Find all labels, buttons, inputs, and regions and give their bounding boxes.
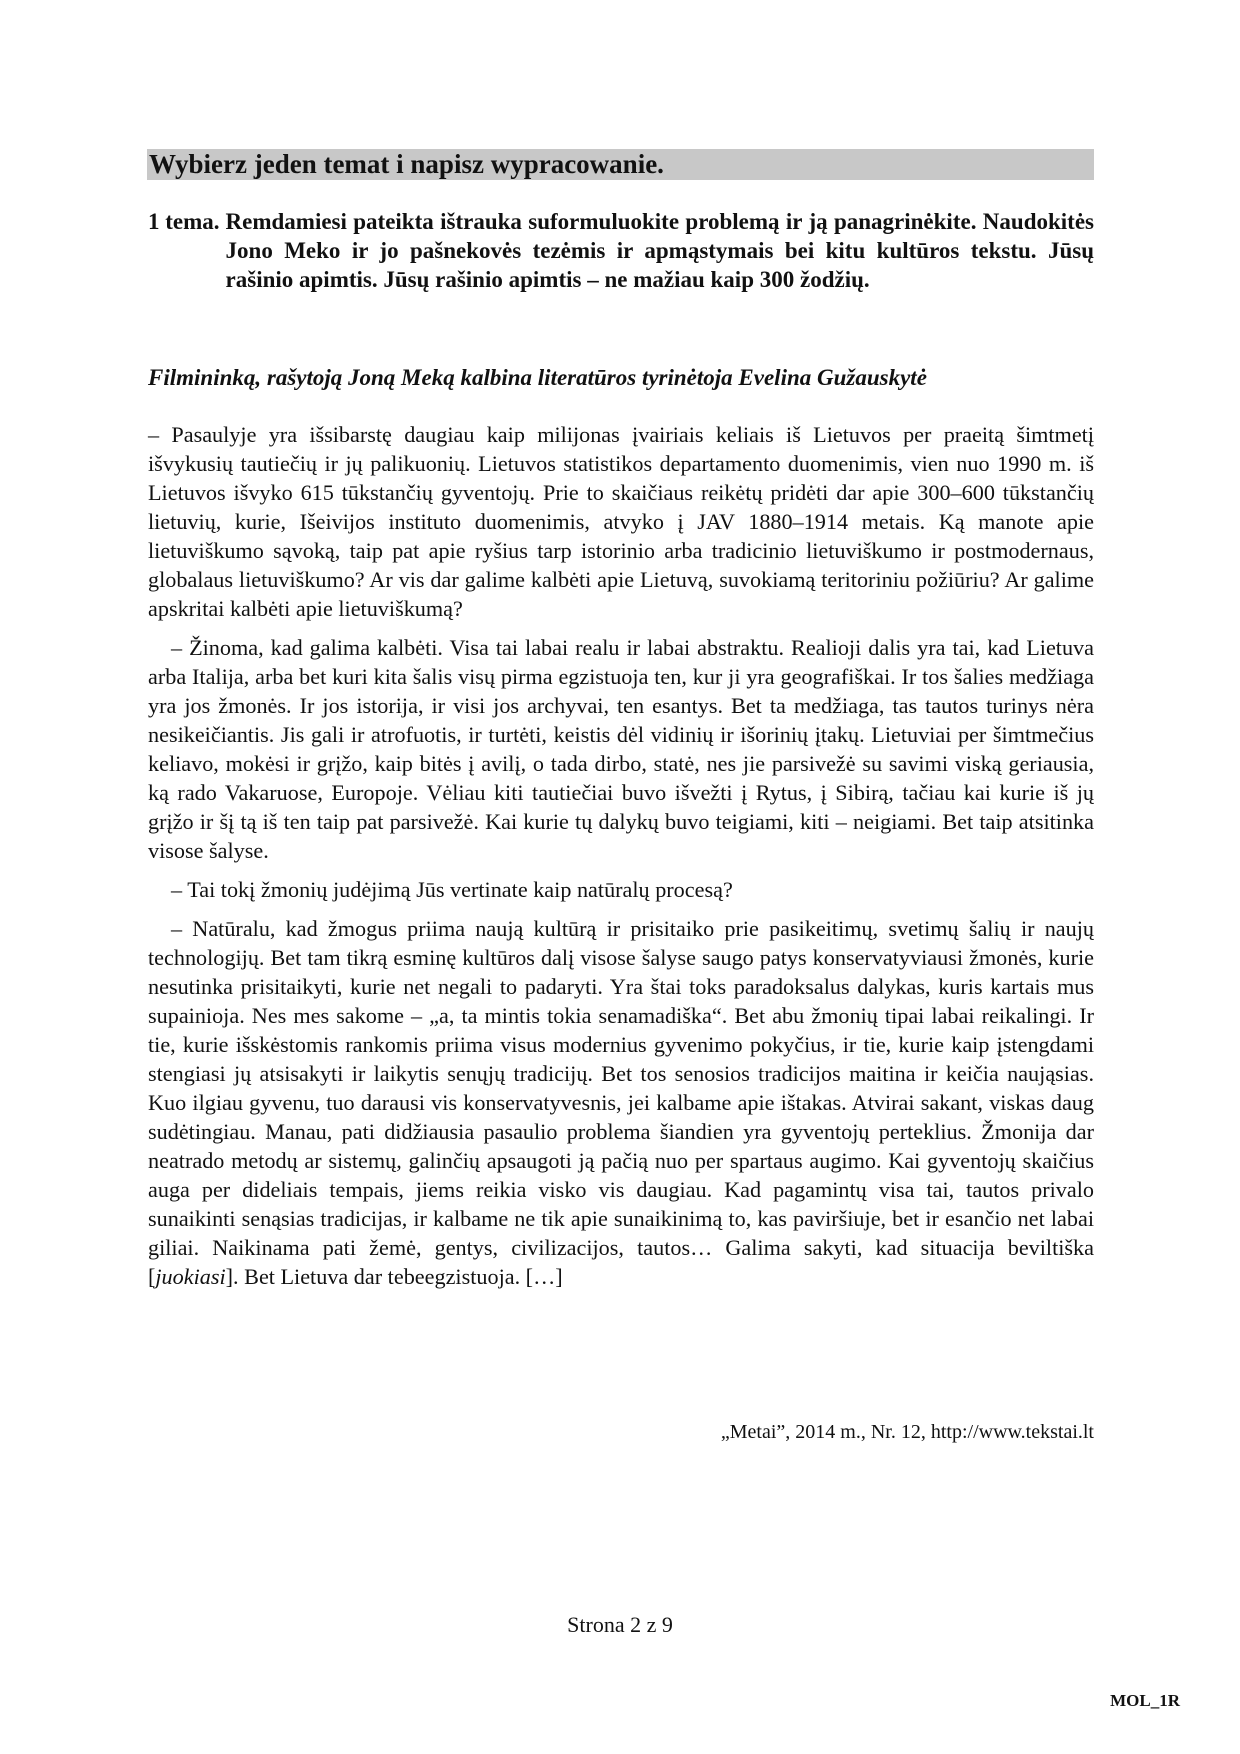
paragraph-question-2: – Tai tokį žmonių judėjimą Jūs vertinate kaip natūralų procesą?	[171, 877, 733, 902]
paragraph-answer-2-tail: ]. Bet Lietuva dar tebeegzistuoja. […]	[225, 1264, 563, 1289]
paragraph-answer-2	[148, 914, 1094, 1291]
page-number: Strona 2 z 9	[567, 1612, 673, 1637]
paragraph-answer-2-text: – Natūralu, kad žmogus priima naują kultūrą ir prisitaiko prie pasikeitimų, svetimų šalių ir naujų technologijų. Bet tam tikrą esminę kultūros dalį visose šalyse saugo patys konservatyviausi žmonės, kurie nesutinka prisitaikyti, kurie net negali to padaryti. Yra štai toks paradoksalus dalykas, kuris kartais mus supainioja. Nes mes sakome – „a, ta mintis tokia senamadiška“. Bet abu žmonių tipai labai reikalingi. Ir tie, kurie išskėstomis rankomis priima visus modernius gyvenimo pokyčius, ir tie, kurie kaip įstengdami stengiasi jų atsisakyti ir laikytis senųjų tradicijų. Bet tos senosios tradicijos maitina ir keičia naująsias. Kuo ilgiau gyvenu, tuo darausi vis konservatyvesnis, jei kalbame apie ištakas. Atvirai sakant, viskas daug sudėtingiau. Manau, pati didžiausia pasaulio problema šiandien yra gyventojų perteklius. Žmonija dar neatrado metodų ar sistemų, galinčių apsaugoti ją pačią nuo per spartaus augimo. Kai gyventojų skaičius auga per dideliais tempais, jiems reikia visko vis daugiau. Kad pagamintų visa tai, tautos privalo sunaikinti senąsias tradicijas, ir kalbame ne tik apie sunaikinimą to, kas paviršiuje, bet ir esančio net labai giliai. Naikinama pati žemė, gentys, civilizacijos, tautos… Galima sakyti, kad situacija beviltiška [	[148, 916, 1094, 1289]
interview-text	[148, 420, 1094, 1301]
interview-subtitle: Filmininką, rašytoją Joną Meką kalbina literatūros tyrinėtoja Evelina Gužauskytė	[148, 365, 927, 390]
topic-text: Remdamiesi pateikta ištrauka suformuluokite problemą ir ją panagrinėkite. Naudokitės Jono Meko ir jo pašnekovės tezėmis ir apmąstymais bei kitu kultūros tekstu. Jūsų rašinio apimtis. Jūsų rašinio apimtis – ne mažiau kaip 300 žodžių.	[225, 209, 1094, 292]
source-citation: „Metai”, 2014 m., Nr. 12, http://www.tekstai.lt	[720, 1421, 1094, 1443]
exam-code: MOL_1R	[1110, 1691, 1180, 1710]
topic-block	[148, 207, 1094, 294]
paragraph-answer-1: – Žinoma, kad galima kalbėti. Visa tai labai realu ir labai abstraktu. Realioji dalis yra tai, kad Lietuva arba Italija, arba bet kuri kita šalis visų pirma egzistuoja ten, kur ji yra geografiškai. Ir tos šalies medžiaga yra jos žmonės. Ir jos istorija, ir visi jos archyvai, ten esantys. Bet ta medžiaga, tas tautos turinys nėra nesikeičiantis. Jis gali ir atrofuotis, ir turtėti, keistis dėl vidinių ir išorinių įtakų. Lietuviai per šimtmečius keliavo, mokėsi ir grįžo, kaip bitės į avilį, o tada dirbo, statė, nes jie parsivežė su savimi viską geriausia, ką rado Vakaruose, Europoje. Vėliau kiti tautiečiai buvo išvežti į Rytus, į Sibirą, tačiau kai kurie iš jų grįžo ir šį tą iš ten taip pat parsivežė. Kai kurie tų dalykų buvo teigiami, kiti – neigiami. Bet taip atsitinka visose šalyse.	[148, 635, 1094, 863]
stage-direction: juokiasi	[155, 1264, 226, 1289]
paragraph-question-1: – Pasaulyje yra išsibarstę daugiau kaip milijonas įvairiais keliais iš Lietuvos per praeitą šimtmetį išvykusių tautiečių ir jų palikuonių. Lietuvos statistikos departamento duomenimis, vien nuo 1990 m. iš Lietuvos išvyko 615 tūkstančių gyventojų. Prie to skaičiaus reikėtų pridėti dar apie 300–600 tūkstančių lietuvių, kurie, Išeivijos instituto duomenimis, atvyko į JAV 1880–1914 metais. Ką manote apie lietuviškumo sąvoką, taip pat apie ryšius tarp istorinio arba tradicinio lietuviškumo ir postmodernaus, globalaus lietuviškumo? Ar vis dar galime kalbėti apie Lietuvą, suvokiamą teritoriniu požiūriu? Ar galime apskritai kalbėti apie lietuviškumą?	[148, 422, 1094, 621]
instruction-heading: Wybierz jeden temat i napisz wypracowanie.	[147, 149, 1094, 180]
topic-number: 1 tema.	[148, 209, 220, 234]
